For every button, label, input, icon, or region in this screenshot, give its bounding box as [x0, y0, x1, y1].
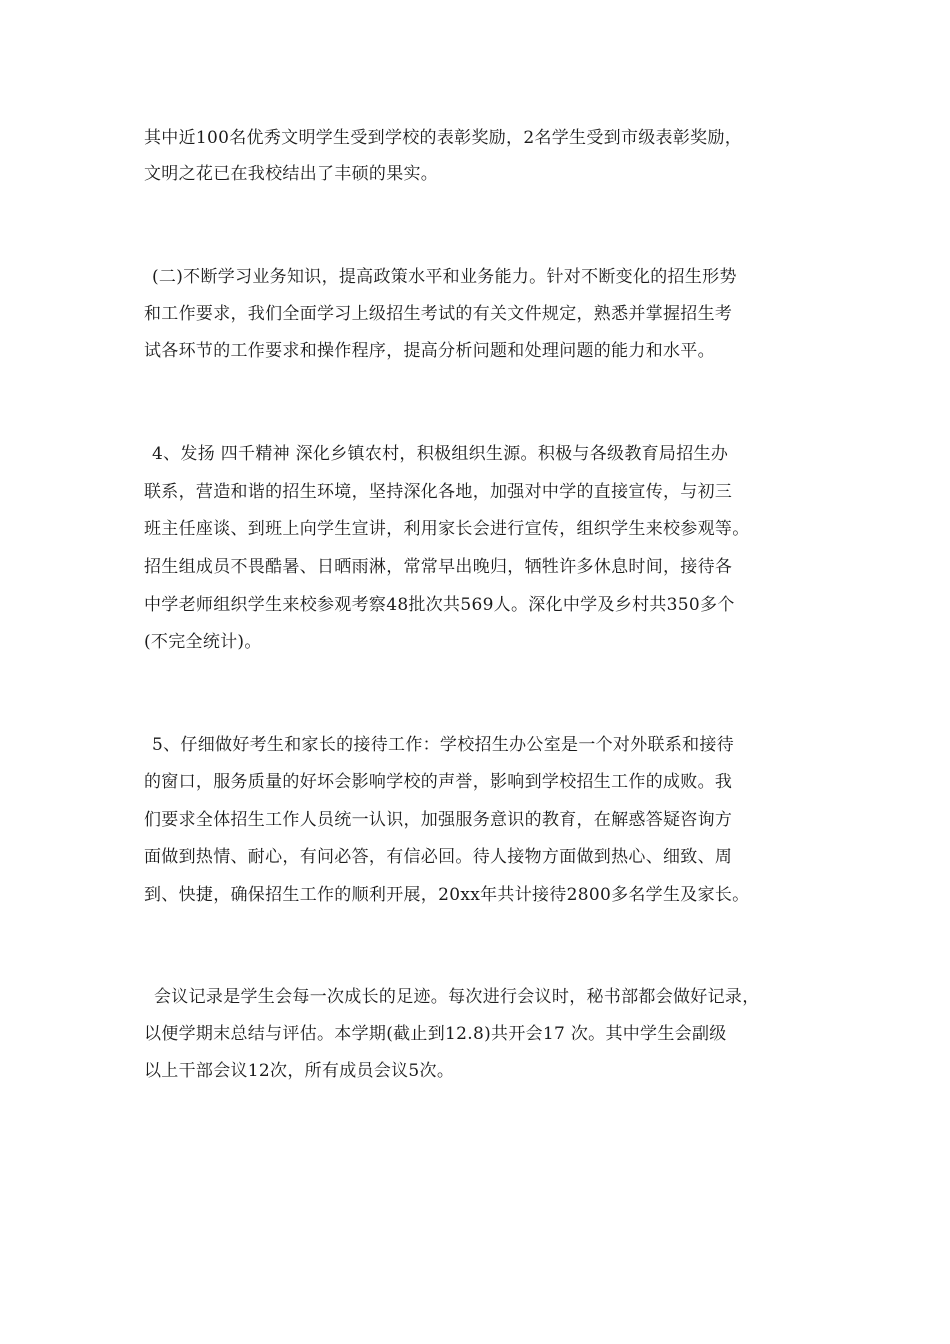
paragraph-4-line-1: 5、仔细做好考生和家长的接待工作：学校招生办公室是一个对外联系和接待: [152, 735, 735, 755]
paragraph-5-line-3: 以上干部会议12次，所有成员会议5次。: [144, 1061, 455, 1081]
paragraph-1-line-1: 其中近100名优秀文明学生受到学校的表彰奖励，2名学生受到市级表彰奖励，: [144, 128, 743, 148]
paragraph-3-line-1: 4、发扬 四千精神 深化乡镇农村，积极组织生源。积极与各级教育局招生办: [152, 444, 729, 464]
paragraph-2-line-2: 和工作要求，我们全面学习上级招生考试的有关文件规定，熟悉并掌握招生考: [144, 304, 733, 324]
paragraph-4-line-3: 们要求全体招生工作人员统一认识，加强服务意识的教育，在解惑答疑咨询方: [144, 810, 733, 830]
paragraph-4-line-2: 的窗口，服务质量的好坏会影响学校的声誉，影响到学校招生工作的成败。我: [144, 772, 733, 792]
paragraph-2-line-3: 试各环节的工作要求和操作程序，提高分析问题和处理问题的能力和水平。: [144, 341, 715, 361]
paragraph-4-line-4: 面做到热情、耐心，有问必答，有信必回。待人接物方面做到热心、细致、周: [144, 847, 733, 867]
paragraph-4-line-5: 到、快捷，确保招生工作的顺利开展，20xx年共计接待2800多名学生及家长。: [144, 885, 750, 905]
paragraph-3-line-3: 班主任座谈、到班上向学生宣讲，利用家长会进行宣传，组织学生来校参观等。: [144, 519, 750, 539]
paragraph-3-line-4: 招生组成员不畏酷暑、日晒雨淋，常常早出晚归，牺牲许多休息时间，接待各: [144, 557, 733, 577]
paragraph-3-line-2: 联系，营造和谐的招生环境，坚持深化各地，加强对中学的直接宣传，与初三: [144, 482, 733, 502]
paragraph-5-line-2: 以便学期末总结与评估。本学期(截止到12.8)共开会17 次。其中学生会副级: [144, 1024, 727, 1044]
paragraph-1-line-2: 文明之花已在我校结出了丰硕的果实。: [144, 164, 439, 184]
paragraph-3-line-6: (不完全统计)。: [144, 632, 262, 652]
paragraph-2-line-1: (二)不断学习业务知识，提高政策水平和业务能力。针对不断变化的招生形势: [152, 267, 737, 287]
paragraph-5-line-1: 会议记录是学生会每一次成长的足迹。每次进行会议时，秘书部都会做好记录，: [154, 987, 760, 1007]
paragraph-3-line-5: 中学老师组织学生来校参观考察48批次共569人。深化中学及乡村共350多个: [144, 595, 735, 615]
